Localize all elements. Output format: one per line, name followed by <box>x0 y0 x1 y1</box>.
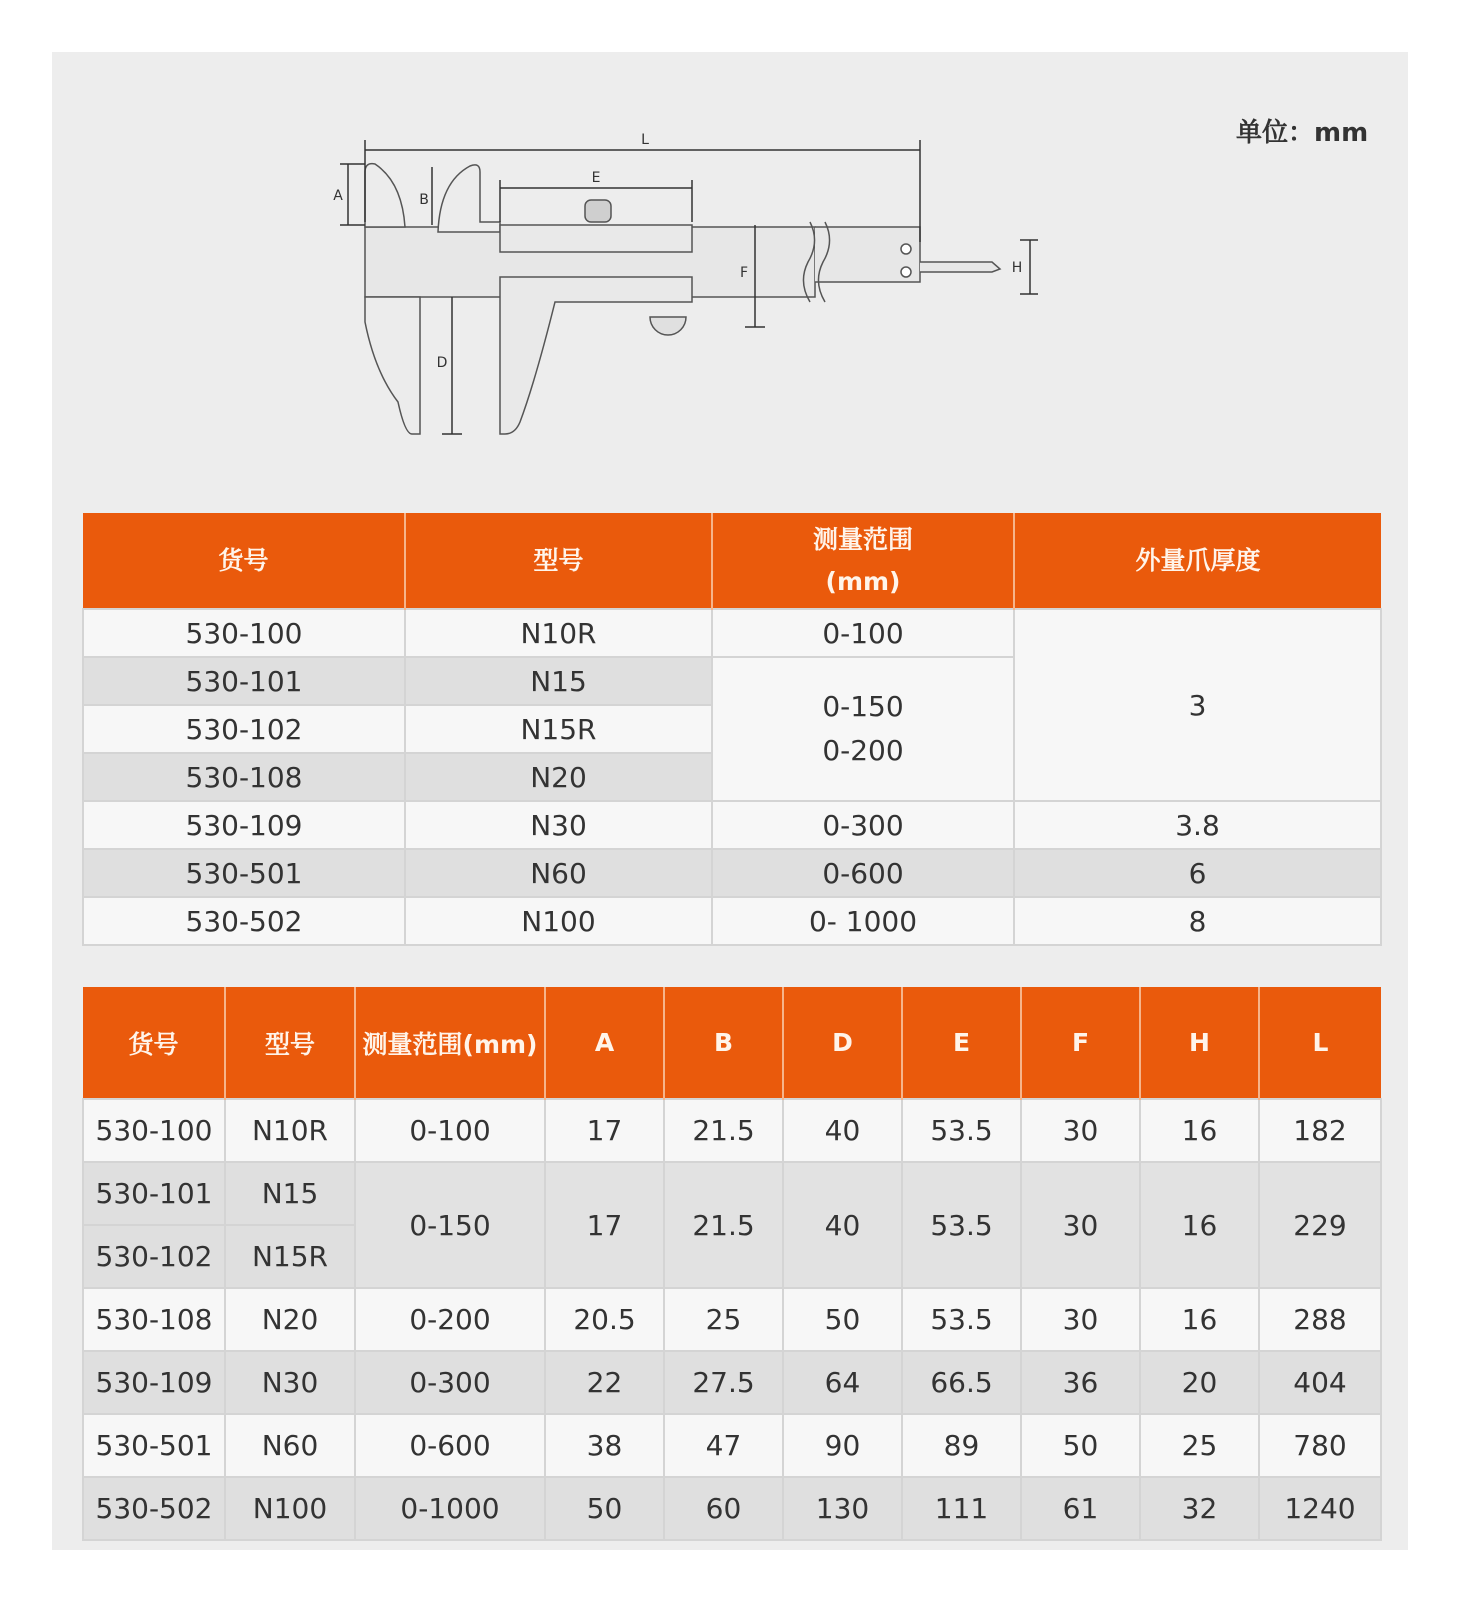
table-header-row <box>83 513 1381 609</box>
header-L: L <box>1259 987 1381 1099</box>
cell-D: 50 <box>783 1288 902 1351</box>
cell-model: N60 <box>405 849 712 897</box>
caliper-drawing <box>320 122 1060 462</box>
cell-range: 0-600 <box>355 1414 545 1477</box>
cell-F: 30 <box>1021 1162 1140 1288</box>
cell-H: 16 <box>1140 1162 1259 1288</box>
cell-E: 53.5 <box>902 1162 1021 1288</box>
cell-item-no: 530-102 <box>83 705 405 753</box>
cell-thickness: 3.8 <box>1014 801 1381 849</box>
cell-item-no: 530-502 <box>83 897 405 945</box>
header-range-label: 测量范围 <box>812 524 913 554</box>
cell-thickness-merged: 3 <box>1014 609 1381 801</box>
cell-thickness: 6 <box>1014 849 1381 897</box>
cell-B: 25 <box>664 1288 783 1351</box>
cell-B: 27.5 <box>664 1351 783 1414</box>
dim-label-A: A <box>333 188 343 204</box>
range-value: 0-200 <box>822 734 904 767</box>
table-row <box>83 897 1381 945</box>
header-range-unit: (mm) <box>825 566 901 596</box>
cell-A: 17 <box>545 1162 664 1288</box>
cell-L: 780 <box>1259 1414 1381 1477</box>
header-F: F <box>1021 987 1140 1099</box>
table-row <box>83 1162 1381 1225</box>
cell-E: 89 <box>902 1414 1021 1477</box>
cell-item-no: 530-109 <box>83 1351 225 1414</box>
table-header-row <box>83 987 1381 1099</box>
cell-item-no: 530-501 <box>83 1414 225 1477</box>
dim-label-F: F <box>739 265 749 281</box>
cell-D: 130 <box>783 1477 902 1540</box>
header-D: D <box>783 987 902 1099</box>
dim-label-D: D <box>436 355 448 371</box>
range-value: 0-150 <box>822 690 904 723</box>
header-E: E <box>902 987 1021 1099</box>
cell-H: 25 <box>1140 1414 1259 1477</box>
header-model: 型号 <box>405 513 712 609</box>
cell-D: 40 <box>783 1162 902 1288</box>
cell-range: 0-150 <box>355 1162 545 1288</box>
cell-item-no: 530-102 <box>83 1225 225 1288</box>
cell-model: N20 <box>405 753 712 801</box>
cell-B: 21.5 <box>664 1099 783 1162</box>
cell-range: 0-600 <box>712 849 1014 897</box>
header-A: A <box>545 987 664 1099</box>
cell-model: N100 <box>225 1477 355 1540</box>
cell-E: 53.5 <box>902 1099 1021 1162</box>
cell-L: 404 <box>1259 1351 1381 1414</box>
cell-item-no: 530-502 <box>83 1477 225 1540</box>
cell-range: 0-100 <box>712 609 1014 657</box>
cell-F: 30 <box>1021 1099 1140 1162</box>
cell-range: 0-1000 <box>355 1477 545 1540</box>
cell-item-no: 530-109 <box>83 801 405 849</box>
cell-L: 229 <box>1259 1162 1381 1288</box>
cell-B: 60 <box>664 1477 783 1540</box>
table-row <box>83 1351 1381 1414</box>
cell-B: 21.5 <box>664 1162 783 1288</box>
header-model: 型号 <box>225 987 355 1099</box>
cell-H: 16 <box>1140 1288 1259 1351</box>
table-row <box>83 609 1381 657</box>
cell-model: N30 <box>225 1351 355 1414</box>
header-jaw-thickness: 外量爪厚度 <box>1014 513 1381 609</box>
cell-B: 47 <box>664 1414 783 1477</box>
cell-model: N15R <box>225 1225 355 1288</box>
cell-model: N20 <box>225 1288 355 1351</box>
cell-D: 90 <box>783 1414 902 1477</box>
table-row <box>83 1099 1381 1162</box>
cell-E: 53.5 <box>902 1288 1021 1351</box>
cell-item-no: 530-100 <box>83 1099 225 1162</box>
cell-A: 20.5 <box>545 1288 664 1351</box>
dim-label-B: B <box>419 192 429 208</box>
cell-range: 0-300 <box>712 801 1014 849</box>
cell-H: 16 <box>1140 1099 1259 1162</box>
cell-L: 1240 <box>1259 1477 1381 1540</box>
cell-A: 38 <box>545 1414 664 1477</box>
table-row <box>83 801 1381 849</box>
cell-item-no: 530-108 <box>83 1288 225 1351</box>
cell-range: 0-200 <box>355 1288 545 1351</box>
cell-range: 0- 1000 <box>712 897 1014 945</box>
cell-item-no: 530-501 <box>83 849 405 897</box>
header-B: B <box>664 987 783 1099</box>
cell-A: 50 <box>545 1477 664 1540</box>
cell-item-no: 530-101 <box>83 1162 225 1225</box>
cell-model: N15 <box>225 1162 355 1225</box>
cell-L: 182 <box>1259 1099 1381 1162</box>
cell-A: 17 <box>545 1099 664 1162</box>
table-row <box>83 849 1381 897</box>
dim-label-L: L <box>641 132 649 148</box>
cell-thickness: 8 <box>1014 897 1381 945</box>
header-item-no: 货号 <box>83 987 225 1099</box>
header-H: H <box>1140 987 1259 1099</box>
cell-F: 30 <box>1021 1288 1140 1351</box>
header-item-no: 货号 <box>83 513 405 609</box>
cell-model: N10R <box>405 609 712 657</box>
unit-label: 单位：mm <box>1236 118 1369 148</box>
cell-F: 61 <box>1021 1477 1140 1540</box>
cell-item-no: 530-100 <box>83 609 405 657</box>
header-range <box>712 513 1014 609</box>
dimensions-table <box>82 987 1382 1541</box>
cell-D: 40 <box>783 1099 902 1162</box>
table-row <box>83 1414 1381 1477</box>
cell-model: N60 <box>225 1414 355 1477</box>
cell-A: 22 <box>545 1351 664 1414</box>
cell-range-merged <box>712 657 1014 801</box>
cell-H: 32 <box>1140 1477 1259 1540</box>
cell-model: N30 <box>405 801 712 849</box>
cell-item-no: 530-108 <box>83 753 405 801</box>
dim-label-H: H <box>1011 260 1023 276</box>
cell-range: 0-300 <box>355 1351 545 1414</box>
cell-model: N15R <box>405 705 712 753</box>
cell-E: 111 <box>902 1477 1021 1540</box>
cell-L: 288 <box>1259 1288 1381 1351</box>
header-range: 测量范围(mm) <box>355 987 545 1099</box>
table-row <box>83 1477 1381 1540</box>
cell-range: 0-100 <box>355 1099 545 1162</box>
cell-model: N15 <box>405 657 712 705</box>
cell-F: 36 <box>1021 1351 1140 1414</box>
cell-model: N100 <box>405 897 712 945</box>
dim-label-E: E <box>591 170 601 186</box>
cell-D: 64 <box>783 1351 902 1414</box>
cell-H: 20 <box>1140 1351 1259 1414</box>
cell-E: 66.5 <box>902 1351 1021 1414</box>
cell-F: 50 <box>1021 1414 1140 1477</box>
cell-item-no: 530-101 <box>83 657 405 705</box>
table-row <box>83 1288 1381 1351</box>
cell-model: N10R <box>225 1099 355 1162</box>
range-thickness-table <box>82 513 1382 946</box>
